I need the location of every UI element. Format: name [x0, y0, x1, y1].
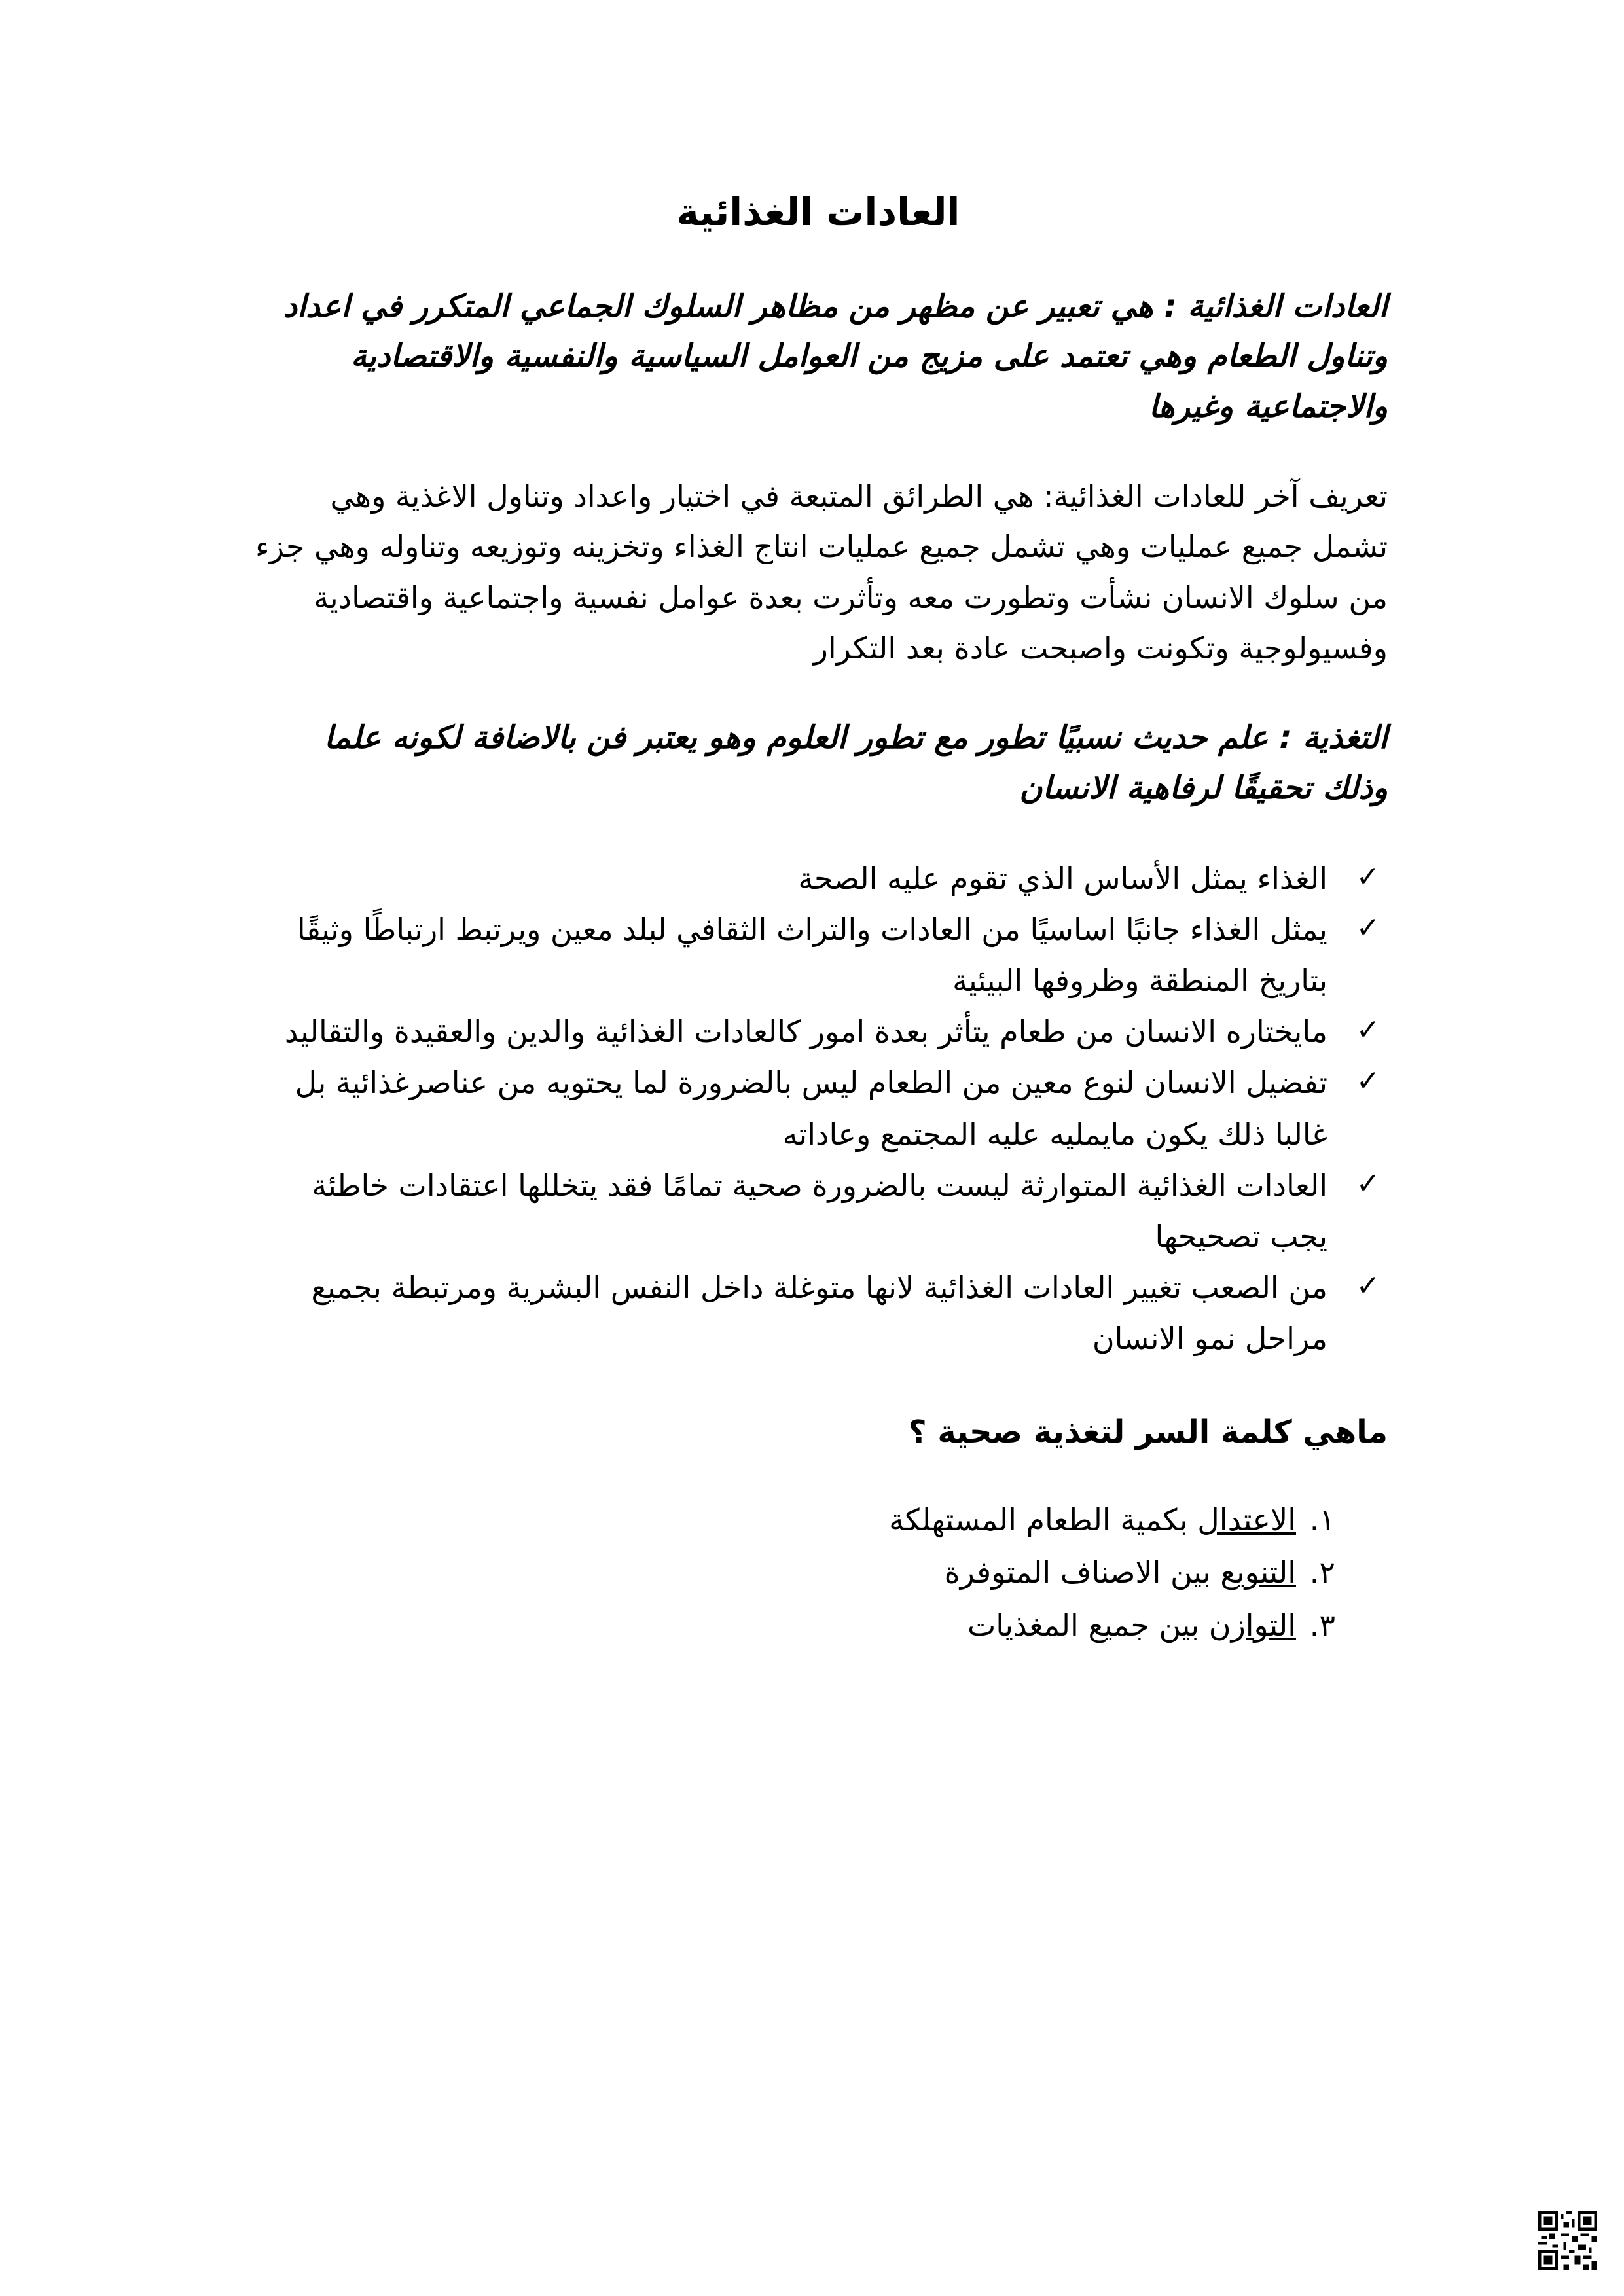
- page-title: العادات الغذائية: [676, 190, 960, 234]
- list-item-text: العادات الغذائية المتوارثة ليست بالضرورة صحية تمامًا فقد يتخللها اعتقادات خاطئة يجب تصحيحها: [312, 1167, 1327, 1254]
- section-question: ماهي كلمة السر لتغذية صحية ؟: [908, 1413, 1388, 1450]
- check-icon: ✓: [1356, 910, 1380, 944]
- list-item-text: يمثل الغذاء جانبًا اساسيًا من العادات والتراث الثقافي لبلد معين ويرتبط ارتباطًا وثيقًا بتاريخ المنطقة وظروفها البيئية: [297, 911, 1327, 999]
- nutrition-definition-paragraph: التغذية : علم حديث نسبيًا تطور مع تطور العلوم وهو يعتبر فن بالاضافة لكونه علما وذلك تحقيقًا لرفاهية الانسان: [324, 719, 1388, 806]
- list-item: [249, 1599, 1388, 1652]
- list-item: [249, 1006, 1388, 1057]
- key-description: بين الاصناف المتوفرة: [944, 1554, 1221, 1590]
- list-item: [249, 904, 1388, 1006]
- list-item: [249, 1160, 1388, 1262]
- check-icon: ✓: [1356, 1064, 1380, 1098]
- qr-code-icon: [1538, 2211, 1597, 2270]
- check-icon: ✓: [1356, 1269, 1380, 1303]
- key-word: التوازن: [1208, 1607, 1296, 1643]
- list-item-text: الغذاء يمثل الأساس الذي تقوم عليه الصحة: [798, 860, 1327, 896]
- facts-checklist: [249, 853, 1388, 1365]
- list-number: ٢.: [1309, 1554, 1335, 1590]
- key-description: بين جميع المغذيات: [967, 1607, 1209, 1643]
- list-item: [249, 1494, 1388, 1547]
- check-icon: ✓: [1356, 859, 1380, 893]
- check-icon: ✓: [1356, 1166, 1380, 1200]
- key-word: الاعتدال: [1197, 1501, 1296, 1537]
- list-item: [249, 1262, 1388, 1364]
- key-description: بكمية الطعام المستهلكة: [889, 1501, 1198, 1537]
- check-icon: ✓: [1356, 1013, 1380, 1047]
- list-item-text: من الصعب تغيير العادات الغذائية لانها متوغلة داخل النفس البشرية ومرتبطة بجميع مراحل نمو الانسان: [311, 1270, 1327, 1357]
- alternate-definition-paragraph: تعريف آخر للعادات الغذائية: هي الطرائق المتبعة في اختيار واعداد وتناول الاغذية وهي تشمل جميع عمليات وهي تشمل جميع عمليات انتاج الغذاء وتخزينه وتوزيعه وتناوله وهي جزء من سلوك الانسان نشأت وتطورت معه وتأثرت بعدة عوامل نفسية واجتماعية واقتصادية وفسيولوجية وتكونت واصبحت عادة بعد التكرار: [255, 478, 1388, 666]
- list-item-text: مايختاره الانسان من طعام يتأثر بعدة امور كالعادات الغذائية والدين والعقيدة والتقاليد: [284, 1014, 1327, 1050]
- key-word: التنويع: [1220, 1554, 1296, 1590]
- list-item: [249, 853, 1388, 904]
- document-page: [249, 190, 1388, 1651]
- list-item-text: تفضيل الانسان لنوع معين من الطعام ليس بالضرورة لما يحتويه من عناصرغذائية بل غالبا ذلك يكون مايمليه عليه المجتمع وعاداته: [295, 1065, 1327, 1152]
- list-number: ١.: [1309, 1501, 1335, 1537]
- keys-list: [249, 1494, 1388, 1652]
- definition-paragraph: العادات الغذائية : هي تعبير عن مظهر من مظاهر السلوك الجماعي المتكرر في اعداد وتناول الطعام وهي تعتمد على مزيج من العوامل السياسية والنفسية والاقتصادية والاجتماعية وغيرها: [283, 287, 1388, 425]
- list-item: [249, 1546, 1388, 1599]
- list-item: [249, 1057, 1388, 1159]
- list-number: ٣.: [1309, 1607, 1335, 1643]
